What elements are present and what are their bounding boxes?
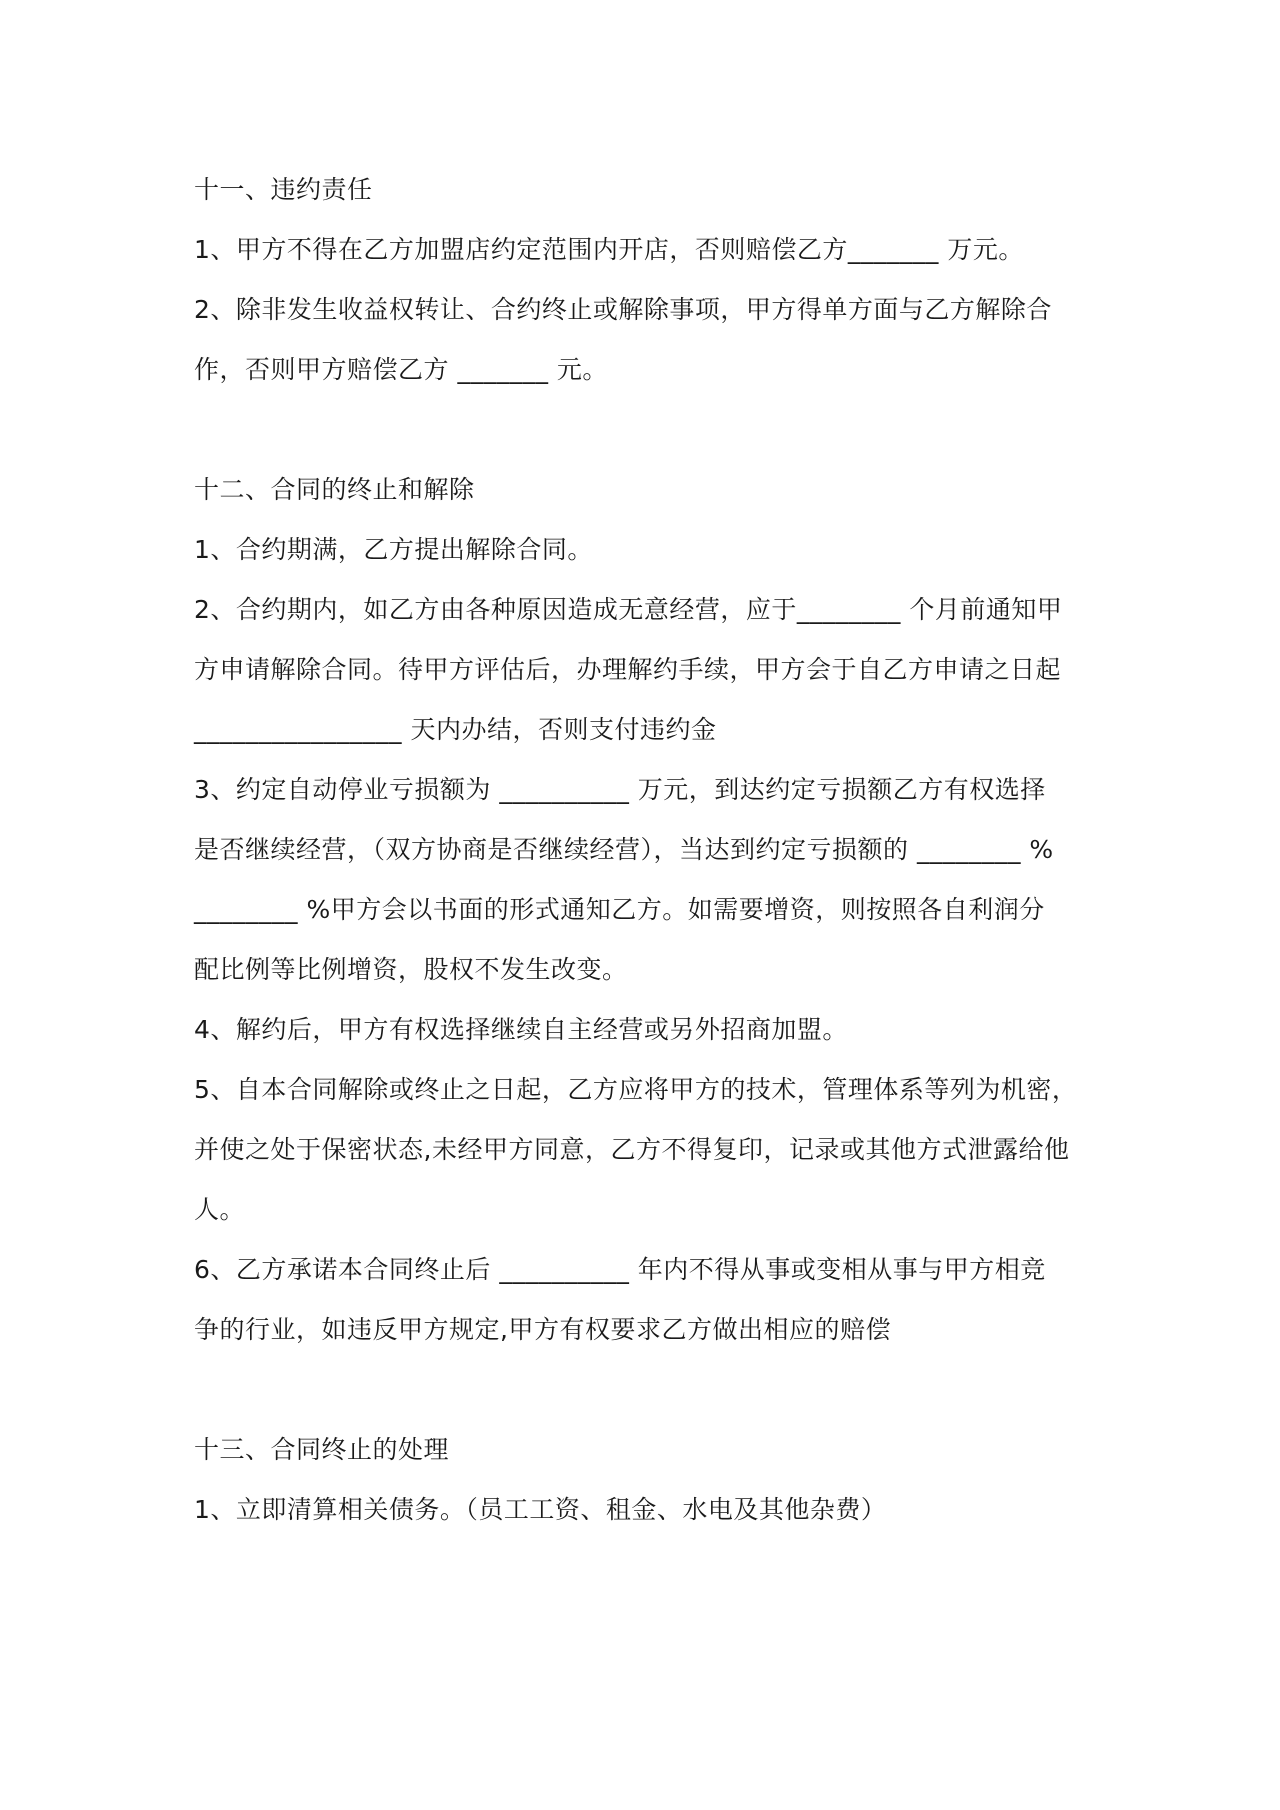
section-post-termination — [194, 1420, 1094, 1540]
paragraph-line: 并使之处于保密状态,未经甲方同意，乙方不得复印，记录或其他方式泄露给他 — [194, 1135, 1070, 1164]
paragraph-line: 人。 — [194, 1195, 246, 1224]
paragraph-line: 3、约定自动停业亏损额为 __________ 万元，到达约定亏损额乙方有权选择 — [194, 775, 1046, 804]
paragraph-line: 5、自本合同解除或终止之日起，乙方应将甲方的技术，管理体系等列为机密， — [194, 1075, 1078, 1104]
paragraph-line: 6、乙方承诺本合同终止后 __________ 年内不得从事或变相从事与甲方相竞 — [194, 1255, 1046, 1284]
section-heading: 十三、合同终止的处理 — [194, 1435, 450, 1464]
paragraph-line: 争的行业，如违反甲方规定,甲方有权要求乙方做出相应的赔偿 — [194, 1315, 891, 1344]
paragraph-line: 配比例等比例增资，股权不发生改变。 — [194, 955, 628, 984]
paragraph-line: 1、立即清算相关债务。（员工工资、租金、水电及其他杂费） — [194, 1495, 887, 1524]
section-heading: 十二、合同的终止和解除 — [194, 475, 475, 504]
paragraph-line: 2、合约期内，如乙方由各种原因造成无意经营，应于________ 个月前通知甲 — [194, 595, 1063, 624]
paragraph-line: 是否继续经营，（双方协商是否继续经营），当达到约定亏损额的 ________ % — [194, 835, 1054, 864]
paragraph-line: 1、合约期满，乙方提出解除合同。 — [194, 535, 593, 564]
paragraph-line: ________ %甲方会以书面的形式通知乙方。如需要增资，则按照各自利润分 — [194, 895, 1045, 924]
paragraph-line: 作，否则甲方赔偿乙方 _______ 元。 — [194, 355, 608, 384]
paragraph-line: 2、除非发生收益权转让、合约终止或解除事项，甲方得单方面与乙方解除合 — [194, 295, 1052, 324]
document-body — [194, 160, 1094, 1540]
section-liability — [194, 160, 1094, 400]
paragraph-line: 方申请解除合同。待甲方评估后，办理解约手续，甲方会于自乙方申请之日起 — [194, 655, 1062, 684]
paragraph-line: 4、解约后，甲方有权选择继续自主经营或另外招商加盟。 — [194, 1015, 848, 1044]
section-heading: 十一、违约责任 — [194, 175, 373, 204]
paragraph-line: ________________ 天内办结，否则支付违约金 — [194, 715, 717, 744]
paragraph-line: 1、甲方不得在乙方加盟店约定范围内开店，否则赔偿乙方_______ 万元。 — [194, 235, 1024, 264]
section-termination — [194, 460, 1094, 1360]
